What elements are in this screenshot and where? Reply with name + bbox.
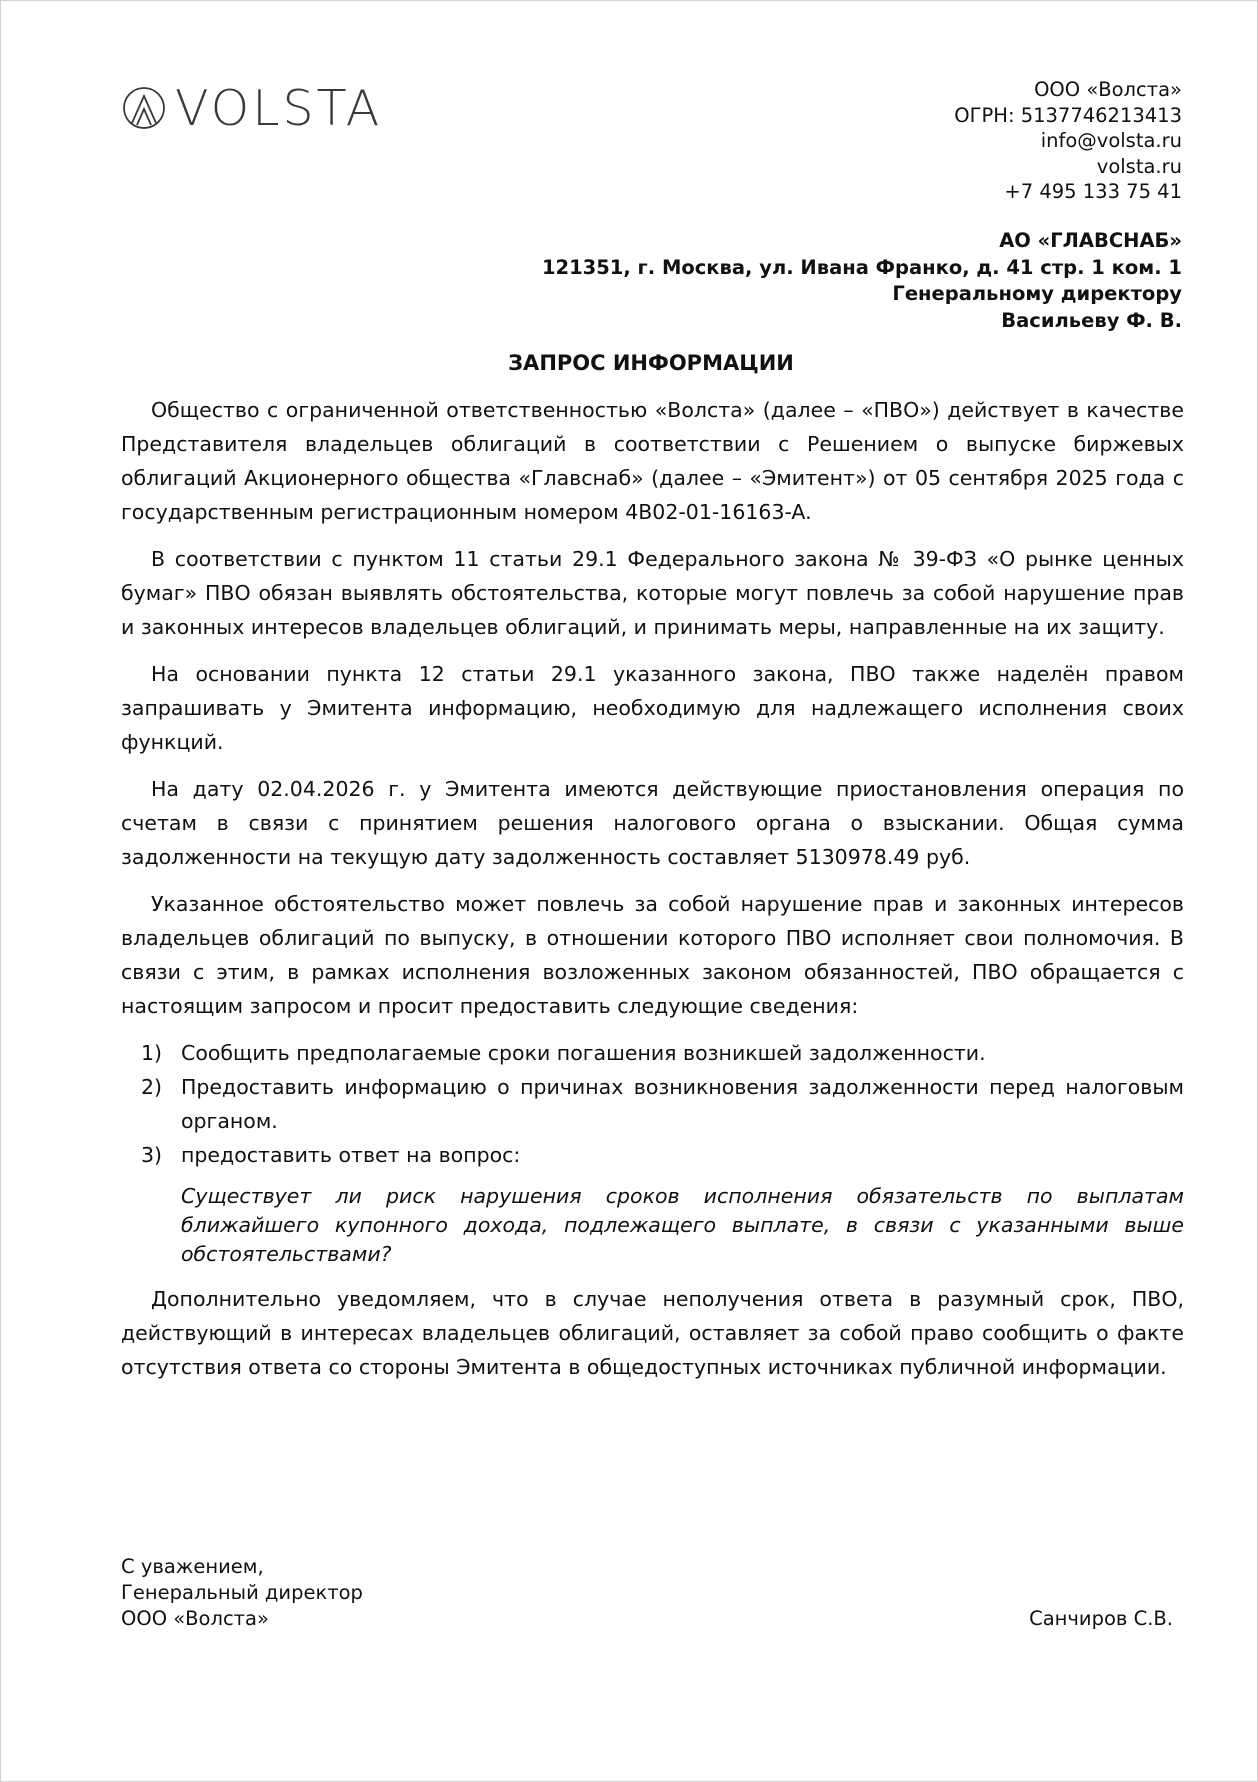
- list-item-number: 3): [141, 1143, 163, 1167]
- logo-wordmark: VOLSTA: [175, 80, 383, 137]
- volsta-logo-icon: [121, 85, 167, 131]
- sender-details: [954, 77, 1182, 205]
- signatory-name: Санчиров С.В.: [1029, 1607, 1173, 1630]
- body-paragraph: На основании пункта 12 статьи 29.1 указанного закона, ПВО также наделён правом запрашивать у Эмитента информацию, необходимую для надлежащего исполнения своих функций.: [121, 662, 1184, 754]
- signature-regards: С уважением,: [121, 1555, 264, 1578]
- sender-ogrn: ОГРН: 5137746213413: [954, 103, 1182, 127]
- document-title: ЗАПРОС ИНФОРМАЦИИ: [508, 351, 794, 375]
- list-item-text: Предоставить информацию о причинах возникновения задолженности перед налоговым органом.: [181, 1075, 1184, 1133]
- signature-company: ООО «Волста»: [121, 1606, 269, 1630]
- question-text: Существует ли риск нарушения сроков исполнения обязательств по выплатам ближайшего купонного дохода, подлежащего выплате, в связи с указанными выше обстоятельствами?: [181, 1184, 1184, 1266]
- list-item: [121, 1138, 1184, 1172]
- letter-body: [121, 393, 1184, 1397]
- list-item-text: Сообщить предполагаемые сроки погашения возникшей задолженности.: [181, 1041, 986, 1065]
- signature-block: [121, 1554, 363, 1631]
- sender-phone: +7 495 133 75 41: [1004, 180, 1182, 204]
- recipient-address: 121351, г. Москва, ул. Ивана Франко, д. 41 стр. 1 ком. 1: [541, 255, 1182, 279]
- recipient-block: [542, 228, 1182, 334]
- recipient-name: Васильеву Ф. В.: [1001, 308, 1182, 332]
- list-item-number: 2): [141, 1075, 163, 1099]
- sender-email: info@volsta.ru: [1040, 129, 1182, 153]
- sender-company: ООО «Волста»: [1034, 78, 1182, 101]
- request-list: [121, 1036, 1184, 1172]
- list-item: [121, 1036, 1184, 1070]
- signature-position: Генеральный директор: [121, 1580, 363, 1604]
- recipient-company: АО «ГЛАВСНАБ»: [999, 229, 1182, 252]
- list-item: [121, 1070, 1184, 1138]
- recipient-position: Генеральному директору: [892, 282, 1182, 305]
- closing-paragraph: Дополнительно уведомляем, что в случае неполучения ответа в разумный срок, ПВО, действующий в интересах владельцев облигаций, оставляет за собой право сообщить о факте отсутствия ответа со стороны Эмитента в общедоступных источниках публичной информации.: [121, 1287, 1184, 1379]
- company-logo: [121, 80, 411, 137]
- body-paragraph: Указанное обстоятельство может повлечь за собой нарушение прав и законных интересов владельцев облигаций по выпуску, в отношении которого ПВО исполняет свои полномочия. В связи с этим, в рамках исполнения возложенных законом обязанностей, ПВО обращается с настоящим запросом и просит предоставить следующие сведения:: [121, 892, 1184, 1018]
- body-paragraph: В соответствии с пунктом 11 статьи 29.1 Федерального закона № 39-ФЗ «О рынке ценных бумаг» ПВО обязан выявлять обстоятельства, которые могут повлечь за собой нарушение прав и законных интересов владельцев облигаций, и принимать меры, направленные на их защиту.: [121, 547, 1184, 639]
- body-paragraph: Общество с ограниченной ответственностью «Волста» (далее – «ПВО») действует в качестве Представителя владельцев облигаций в соответствии с Решением о выпуске биржевых облигаций Акционерного общества «Главснаб» (далее – «Эмитент») от 05 сентября 2025 года с государственным регистрационным номером 4B02-01-16163-A.: [121, 398, 1184, 524]
- body-paragraph: На дату 02.04.2026 г. у Эмитента имеются действующие приостановления операция по счетам в связи с принятием решения налогового органа о взыскании. Общая сумма задолженности на текущую дату задолженность составляет 5130978.49 руб.: [121, 777, 1184, 869]
- list-item-number: 1): [141, 1041, 163, 1065]
- sender-site: volsta.ru: [1096, 154, 1182, 178]
- list-item-text: предоставить ответ на вопрос:: [181, 1143, 521, 1167]
